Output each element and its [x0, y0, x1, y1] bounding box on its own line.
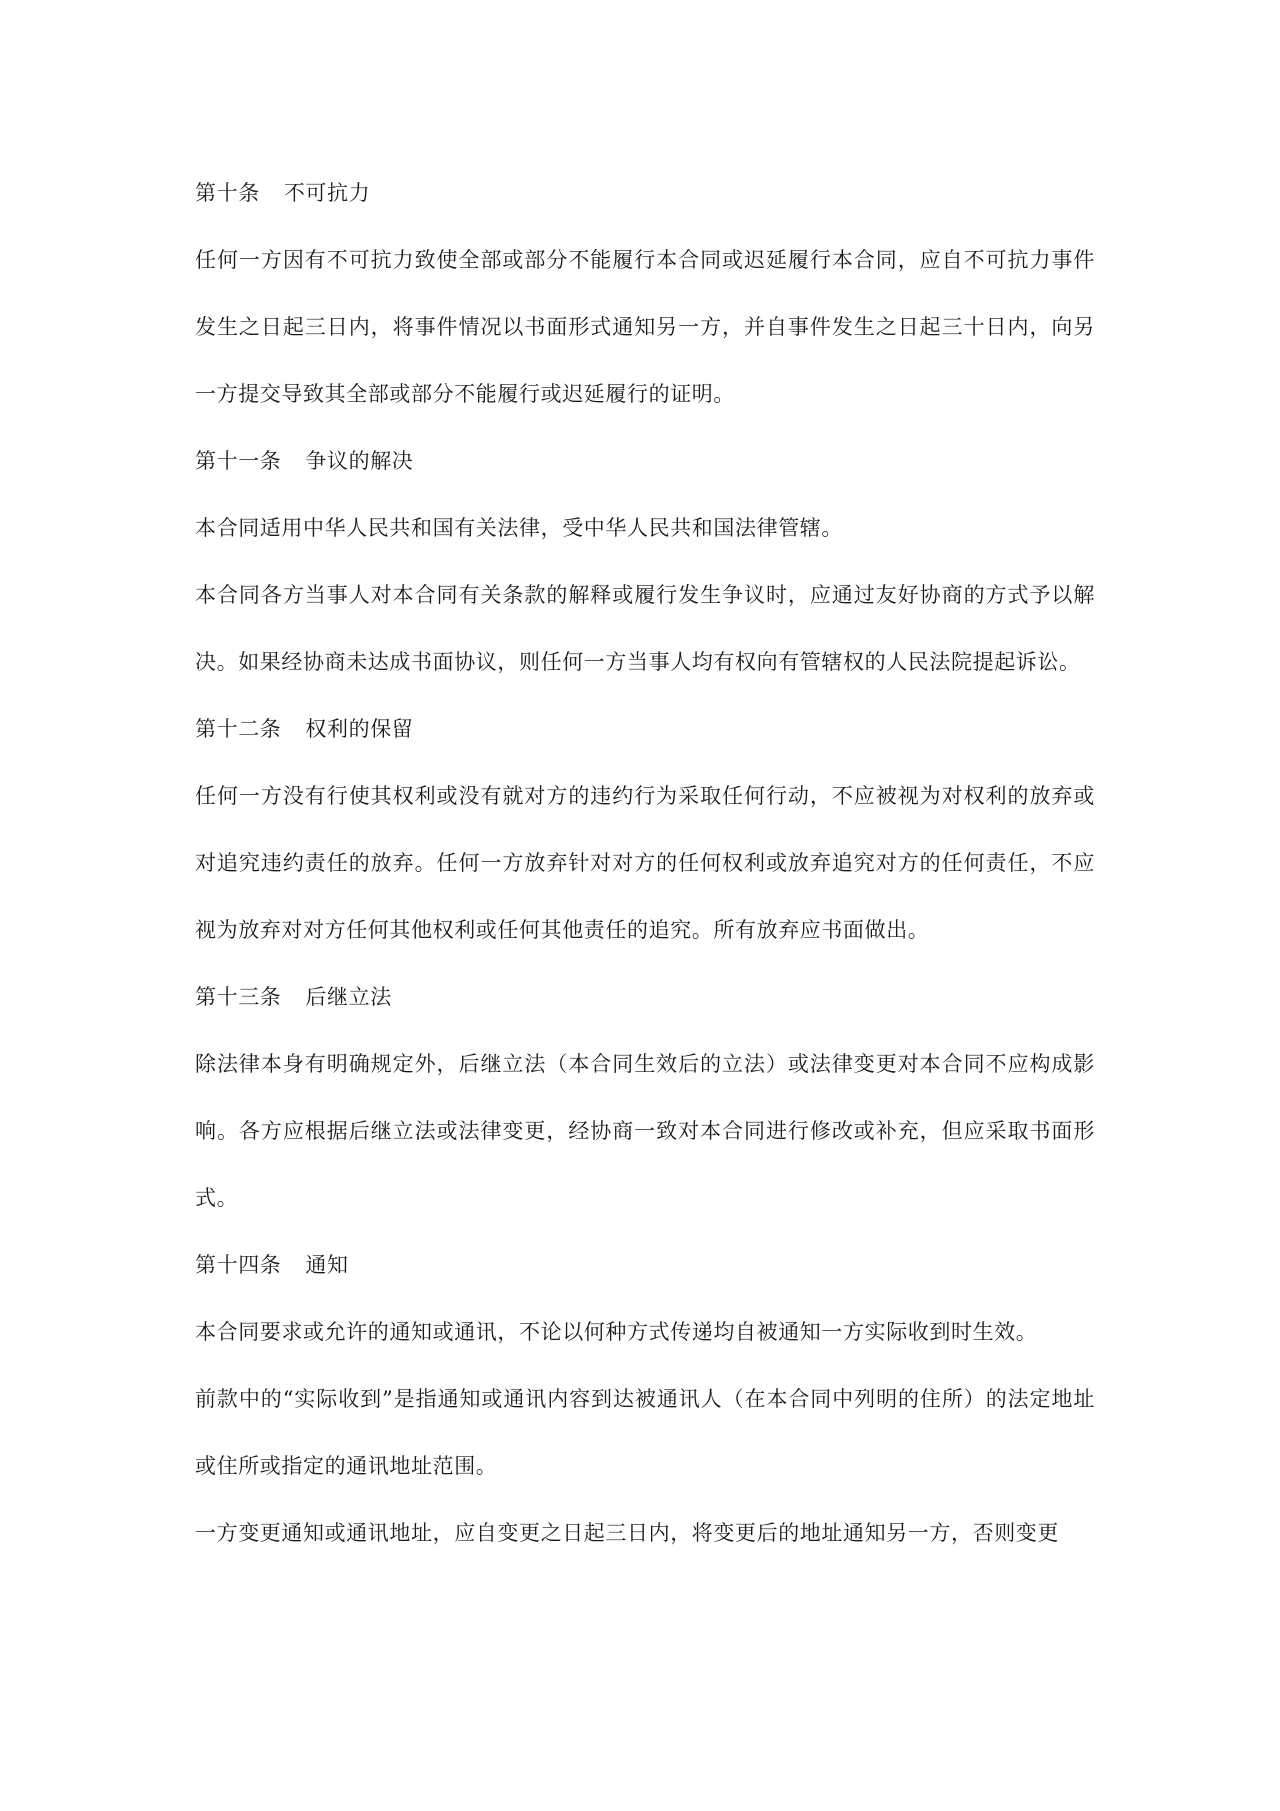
article-heading-10 [195, 160, 1095, 227]
article-number: 第十三条 [195, 985, 282, 1009]
article-title: 争议的解决 [305, 449, 414, 473]
document-body [195, 160, 1095, 1567]
article-number: 第十四条 [195, 1253, 282, 1277]
paragraph: 任何一方因有不可抗力致使全部或部分不能履行本合同或迟延履行本合同，应自不可抗力事件发生之日起三日内，将事件情况以书面形式通知另一方，并自事件发生之日起三十日内，向另一方提交导致其全部或部分不能履行或迟延履行的证明。 [195, 248, 1095, 406]
article-title: 通知 [305, 1253, 349, 1277]
paragraph: 除法律本身有明确规定外，后继立法（本合同生效后的立法）或法律变更对本合同不应构成影响。各方应根据后继立法或法律变更，经协商一致对本合同进行修改或补充，但应采取书面形式。 [195, 1052, 1095, 1210]
paragraph: 本合同适用中华人民共和国有关法律，受中华人民共和国法律管辖。 [195, 516, 843, 540]
article-title: 不可抗力 [283, 181, 371, 205]
paragraph: 前款中的“实际收到”是指通知或通讯内容到达被通讯人（在本合同中列明的住所）的法定地址或住所或指定的通讯地址范围。 [195, 1387, 1095, 1478]
article-heading-11 [195, 428, 1095, 495]
article-heading-13 [195, 964, 1095, 1031]
article-number: 第十二条 [195, 717, 282, 741]
article-number: 第十条 [195, 181, 260, 205]
article-number: 第十一条 [195, 449, 282, 473]
article-heading-12 [195, 696, 1095, 763]
paragraph: 本合同要求或允许的通知或通讯，不论以何种方式传递均自被通知一方实际收到时生效。 [195, 1320, 1038, 1344]
article-title: 权利的保留 [305, 717, 414, 741]
paragraph: 任何一方没有行使其权利或没有就对方的违约行为采取任何行动，不应被视为对权利的放弃或对追究违约责任的放弃。任何一方放弃针对对方的任何权利或放弃追究对方的任何责任，不应视为放弃对对方任何其他权利或任何其他责任的追究。所有放弃应书面做出。 [195, 784, 1095, 942]
article-title: 后继立法 [305, 985, 392, 1009]
paragraph: 本合同各方当事人对本合同有关条款的解释或履行发生争议时，应通过友好协商的方式予以解决。如果经协商未达成书面协议，则任何一方当事人均有权向有管辖权的人民法院提起诉讼。 [195, 583, 1095, 674]
article-heading-14 [195, 1232, 1095, 1299]
paragraph: 一方变更通知或通讯地址，应自变更之日起三日内，将变更后的地址通知另一方，否则变更 [195, 1521, 1059, 1545]
